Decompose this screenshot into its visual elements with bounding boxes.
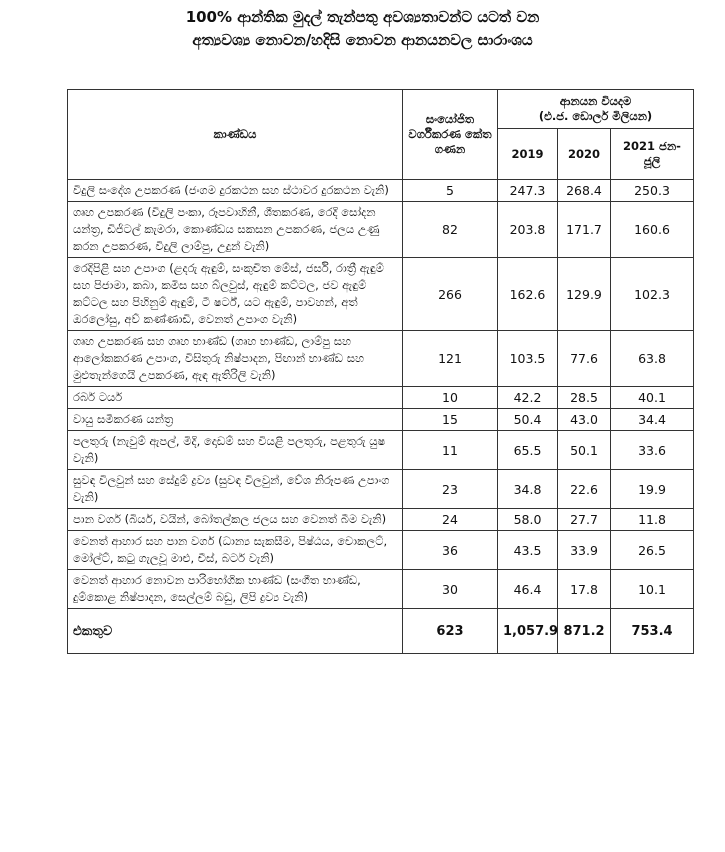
row-value-2021: 40.1: [611, 387, 694, 409]
row-value-2019: 58.0: [498, 509, 558, 531]
row-category: රෙදිපිළි සහ උපාංග (ළදරු ඇඳුම්, සංකුචිත මේස්, ජර්සි, රාත්‍රී ඇඳුම් සහ පිජාමා, කබා, කමිස සහ බ්ලවුස්, ඇඳුම් කට්ටල, ජව ඇඳුම් කට්ටල සහ පිහිනුම් ඇඳුම්, ටී ෂර්ට්, යට ඇඳුම්, පාවහන්, අත් ඔරලෝසු, අව් කණ්ණාඩි, වෙනත් උපාංග වැනි): [68, 258, 403, 331]
row-value-2021: 34.4: [611, 409, 694, 431]
row-value-2019: 203.8: [498, 202, 558, 258]
row-category: වායු සමීකරණ යන්ත්‍ර: [68, 409, 403, 431]
header-year-2020: 2020: [558, 129, 611, 180]
row-value-2020: 33.9: [558, 531, 611, 570]
total-2021: 753.4: [611, 609, 694, 654]
row-value-2021: 160.6: [611, 202, 694, 258]
table-row: [68, 509, 694, 531]
row-hs-code-count: 82: [403, 202, 498, 258]
row-value-2020: 268.4: [558, 180, 611, 202]
row-hs-code-count: 30: [403, 570, 498, 609]
total-count: 623: [403, 609, 498, 654]
row-value-2019: 247.3: [498, 180, 558, 202]
row-value-2020: 43.0: [558, 409, 611, 431]
row-value-2021: 102.3: [611, 258, 694, 331]
row-category: වෙනත් ආහාර සහ පාන වර්ග (ධාන්‍ය සැකසීම, පිෂ්ඨය, චොකලට්, මෝල්ට්, කටු ගැලවූ මාළු, චීස්, බටර් වැනි): [68, 531, 403, 570]
total-row: [68, 609, 694, 654]
row-value-2019: 103.5: [498, 331, 558, 387]
header-year-2019: 2019: [498, 129, 558, 180]
header-expenditure-unit: (එ.ජ. ඩොලර් මිලියන): [538, 109, 653, 123]
total-2019: 1,057.9: [498, 609, 558, 654]
row-hs-code-count: 266: [403, 258, 498, 331]
row-value-2020: 22.6: [558, 470, 611, 509]
row-value-2021: 63.8: [611, 331, 694, 387]
row-value-2019: 42.2: [498, 387, 558, 409]
row-value-2020: 77.6: [558, 331, 611, 387]
table-row: [68, 409, 694, 431]
table-row: [68, 202, 694, 258]
row-value-2021: 11.8: [611, 509, 694, 531]
row-value-2019: 162.6: [498, 258, 558, 331]
header-hs-code-count: සංයෝජිත වර්ගීකරණ කේත ගණන: [403, 90, 498, 180]
row-category: රබර් ටයර්: [68, 387, 403, 409]
title-line-2: අත්‍යවශ්‍ය නොවන/හදිසි නොවන ආනයනවල සාරාංශය: [192, 31, 533, 49]
row-value-2021: 26.5: [611, 531, 694, 570]
row-value-2020: 50.1: [558, 431, 611, 470]
title-line-1: 100% ආන්තික මුදල් තැන්පතු අවශ්‍යතාවන්ට යටත් වන: [185, 8, 540, 26]
row-hs-code-count: 15: [403, 409, 498, 431]
row-hs-code-count: 11: [403, 431, 498, 470]
row-category: පාන වර්ග (බියර්, වයින්, බෝතල්කල ජලය සහ වෙනත් බීම වැනි): [68, 509, 403, 531]
header-import-expenditure: [498, 90, 694, 129]
table-row: [68, 387, 694, 409]
total-label: එකතුව: [68, 609, 403, 654]
row-category: සුවඳ විලවුන් සහ සේදුම් ද්‍රව්‍ය (සුවඳ විලවුන්, වේශ නිරූපණ උපාංග වැනි): [68, 470, 403, 509]
header-category: කාණ්ඩය: [68, 90, 403, 180]
header-expenditure-label: ආනයන වියදම: [559, 94, 632, 108]
row-hs-code-count: 10: [403, 387, 498, 409]
table-row: [68, 180, 694, 202]
row-category: වෙනත් ආහාර නොවන පාරිභෝගික භාණ්ඩ (සංගීත භාණ්ඩ, දුම්කොළ නිෂ්පාදන, සෙල්ලම් බඩු, ලිපි ද්‍රව්‍ය වැනි): [68, 570, 403, 609]
row-value-2021: 250.3: [611, 180, 694, 202]
table-row: [68, 570, 694, 609]
row-value-2020: 17.8: [558, 570, 611, 609]
row-category: විදුලි සංදේශ උපකරණ (ජංගම දුරකථන සහ ස්ථාවර දුරකථන වැනි): [68, 180, 403, 202]
row-hs-code-count: 5: [403, 180, 498, 202]
table-row: [68, 531, 694, 570]
row-category: ගෘහ උපකරණ (විදුලි පංකා, රූපවාහිනී, ශීතකරණ, රෙදි සෝදන යන්ත්‍ර, ඩිජිටල් කැමරා, කොණ්ඩය සකසන උපකරණ, ජලය උණු කරන උපකරණ, විදුලි ලාම්පු, උදුන් වැනි): [68, 202, 403, 258]
row-value-2021: 33.6: [611, 431, 694, 470]
total-2020: 871.2: [558, 609, 611, 654]
table-row: [68, 258, 694, 331]
row-value-2019: 50.4: [498, 409, 558, 431]
imports-summary-table: [67, 89, 694, 654]
row-category: පලතුරු (නැවුම් ඇපල්, මිදි, දොඩම් සහ වියළි පලතුරු, පළතුරු යුෂ වැනි): [68, 431, 403, 470]
row-hs-code-count: 24: [403, 509, 498, 531]
row-value-2021: 10.1: [611, 570, 694, 609]
table-row: [68, 470, 694, 509]
row-value-2020: 129.9: [558, 258, 611, 331]
row-value-2019: 65.5: [498, 431, 558, 470]
row-value-2020: 28.5: [558, 387, 611, 409]
row-category: ගෘහ උපකරණ සහ ගෘහ භාණ්ඩ (ගෘහ භාණ්ඩ, ලාම්පු සහ ආලෝකකරණ උපාංග, විසිතුරු නිෂ්පාදන, පිඟාන් භාණ්ඩ සහ මුළුතැන්ගෙයි උපකරණ, ඇඳ ඇතිරිලි වැනි): [68, 331, 403, 387]
row-hs-code-count: 121: [403, 331, 498, 387]
row-value-2019: 43.5: [498, 531, 558, 570]
row-value-2020: 171.7: [558, 202, 611, 258]
row-hs-code-count: 23: [403, 470, 498, 509]
document-title: [0, 6, 725, 52]
row-value-2019: 46.4: [498, 570, 558, 609]
table-row: [68, 431, 694, 470]
table-row: [68, 331, 694, 387]
header-year-2021: 2021 ජන-ජූලි: [611, 129, 694, 180]
row-value-2019: 34.8: [498, 470, 558, 509]
row-value-2020: 27.7: [558, 509, 611, 531]
row-hs-code-count: 36: [403, 531, 498, 570]
row-value-2021: 19.9: [611, 470, 694, 509]
